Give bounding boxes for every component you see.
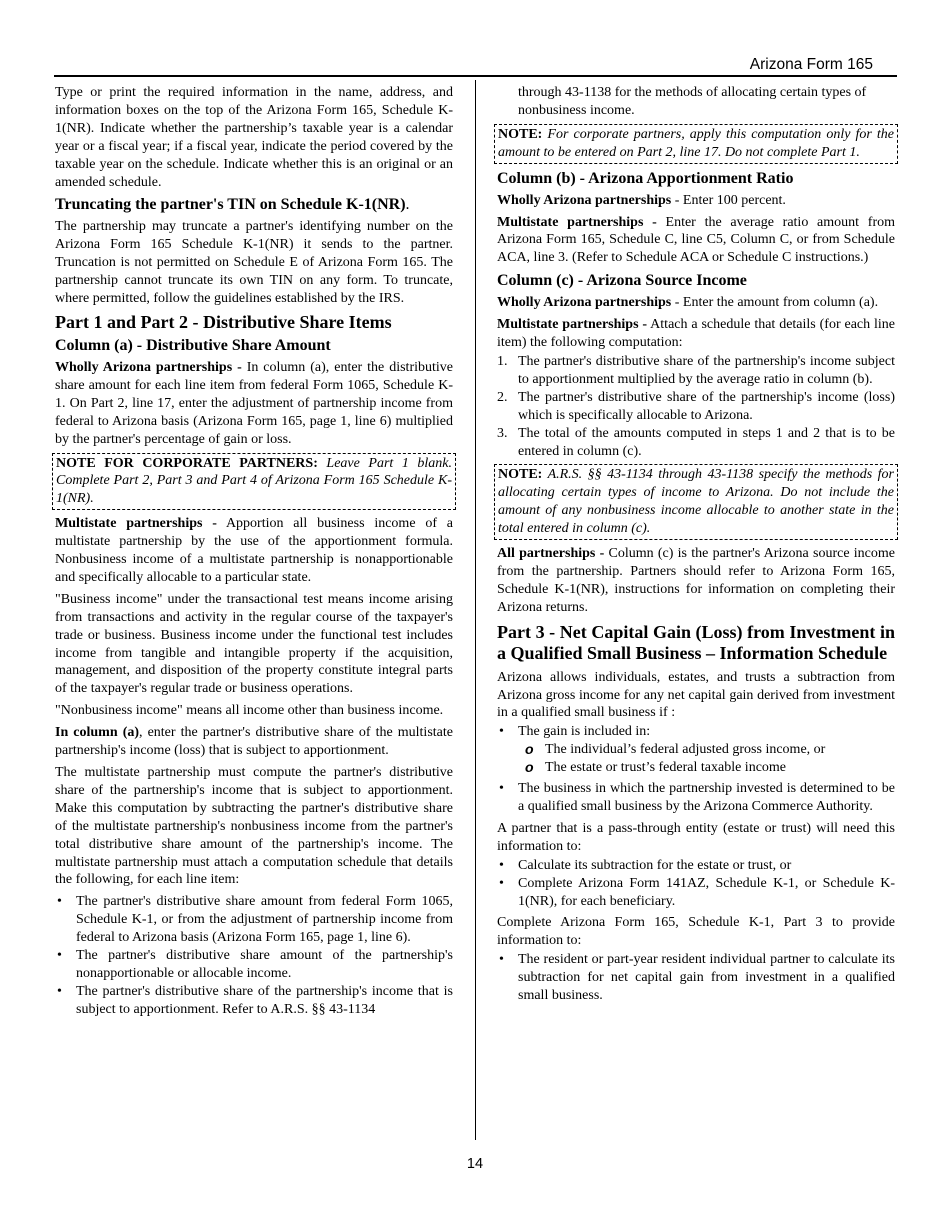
column-divider <box>475 80 476 1140</box>
part3-intro-paragraph: Arizona allows individuals, estates, and trusts a subtraction from Arizona gross income for any net capital gain derived from investment in a qualified small business if : <box>497 669 895 721</box>
list-item: o The estate or trust’s federal taxable income <box>518 759 895 777</box>
column-c-wholly-paragraph: Wholly Arizona partnerships - Enter the amount from column (a). <box>497 295 879 311</box>
wholly-arizona-paragraph: Wholly Arizona partnerships - In column (a), enter the distributive share amount for each line item from federal Form 1065, Schedule K-1. On Part 2, line 17, enter the adjustment of partnership income from federal to Arizona basis (Arizona Form 165, page 1, line 6) multiplied by the partner's percentage of gain or loss. <box>55 359 453 447</box>
list-item: • The partner's distributive share amount of the partnership's nonapportionable or allocable income. <box>55 947 453 983</box>
passthrough-paragraph: A partner that is a pass-through entity (estate or trust) will need this information to: <box>497 820 895 854</box>
note-allocation-methods: NOTE: A.R.S. §§ 43-1134 through 43-1138 specify the methods for allocating certain types of income to Arizona. Do not include the amount of any nonbusiness income allocable to another state in the total entered in column (c). <box>494 464 898 540</box>
column-c-multistate-paragraph: Multistate partnerships - Attach a schedule that details (for each line item) the following computation: <box>497 317 895 351</box>
left-column <box>55 84 453 1023</box>
business-income-paragraph: "Business income" under the transactional test means income arising from transactions and activity in the regular course of the taxpayer's trade or business. Business income under the functional test includes income from tangible and intangible property if the acquisition, management, and disposition of the property constitute integral parts of the taxpayer's regular trade or business operations. <box>55 591 453 697</box>
list-item: • Complete Arizona Form 141AZ, Schedule K-1, or Schedule K-1(NR), for each beneficiary. <box>497 875 895 911</box>
passthrough-list <box>497 857 895 911</box>
column-b-wholly-paragraph: Wholly Arizona partnerships - Enter 100 percent. <box>497 192 786 208</box>
list-item: 3. The total of the amounts computed in steps 1 and 2 that is to be entered in column (c). <box>497 425 895 459</box>
list-item: o The individual’s federal adjusted gross income, or <box>518 741 895 759</box>
nonbusiness-income-paragraph: "Nonbusiness income" means all income other than business income. <box>55 703 444 719</box>
note-corporate-partners: NOTE FOR CORPORATE PARTNERS: Leave Part 1 blank. Complete Part 2, Part 3 and Part 4 of Arizona Form 165 Schedule K-1(NR). <box>52 453 456 511</box>
column-b-multistate-paragraph: Multistate partnerships - Enter the average ratio amount from Arizona Form 165, Schedule C, line C5, Column C, or from Schedule ACA, line 3. (Refer to Schedule ACA or Schedule C instructions.) <box>497 214 895 266</box>
gain-sublist <box>518 741 895 777</box>
list-item: • The partner's distributive share of the partnership's income that is subject to apportionment. Refer to A.R.S. §§ 43-1134 <box>55 983 453 1019</box>
multistate-paragraph: Multistate partnerships - Apportion all business income of a multistate partnership by the use of the apportionment formula. Nonbusiness income of a multistate partnership is nonapportionable and specifically allocable to a particular state. <box>55 516 453 585</box>
part12-heading: Part 1 and Part 2 - Distributive Share Items <box>55 311 392 332</box>
column-a-paragraph: In column (a), enter the partner's distributive share of the multistate partnership's income (loss) that is subject to apportionment. <box>55 725 453 759</box>
computation-list <box>55 893 453 1018</box>
column-c-heading: Column (c) - Arizona Source Income <box>497 272 747 290</box>
page-number: 14 <box>466 1156 484 1172</box>
list-item-continuation: through 43-1138 for the methods of allocating certain types of nonbusiness income. <box>518 85 867 118</box>
complete-paragraph: Complete Arizona Form 165, Schedule K-1, Part 3 to provide information to: <box>497 915 895 949</box>
column-b-heading: Column (b) - Arizona Apportionment Ratio <box>497 169 794 187</box>
part3-heading: Part 3 - Net Capital Gain (Loss) from Investment in a Qualified Small Business – Information Schedule <box>497 621 895 664</box>
note-corporate-computation: NOTE: For corporate partners, apply this computation only for the amount to be entered on Part 2, line 17. Do not complete Part 1. <box>494 124 898 164</box>
list-item: • The gain is included in: o The individual’s federal adjusted gross income, or o The estate or trust’s federal taxable income <box>497 723 895 777</box>
list-item: • The partner's distributive share amount from federal Form 1065, Schedule K-1, or from the adjustment of partnership income from federal to Arizona basis (Arizona Form 165, page 1, line 6). <box>55 893 453 947</box>
all-partnerships-paragraph: All partnerships - Column (c) is the partner's Arizona source income from the partnership. Partners should refer to Arizona Form 165, Schedule K-1(NR), instructions for information on completing their Arizona returns. <box>497 546 895 615</box>
tin-heading: Truncating the partner's TIN on Schedule K-1(NR). <box>55 196 410 214</box>
list-item: • The resident or part-year resident individual partner to calculate its subtraction for net capital gain from investment in a qualified small business. <box>497 951 895 1005</box>
right-column <box>497 84 895 1009</box>
list-item: 2. The partner's distributive share of the partnership's income (loss) which is specifically allocable to Arizona. <box>497 389 895 423</box>
list-item: 1. The partner's distributive share of the partnership's income subject to apportionment multiplied by the average ratio in column (b). <box>497 353 895 387</box>
intro-paragraph: Type or print the required information in the name, address, and information boxes on the top of the Arizona Form 165, Schedule K-1(NR). Indicate whether the partnership’s taxable year is a calendar year or a fiscal year; if a fiscal year, indicate the period covered by the taxable year on the schedule. Indicate whether this is an original or an amended schedule. <box>55 85 453 190</box>
qualification-list <box>497 723 895 816</box>
list-item: • Calculate its subtraction for the estate or trust, or <box>497 857 895 875</box>
computation-paragraph: The multistate partnership must compute the partner's distributive share of the partnership's income that is subject to apportionment. Make this computation by subtracting the partner's distributive share of the multistate partnership's nonbusiness income from the partner's total distributive share amount of the partnership's income. The multistate partnership must attach a computation schedule that details the following, for each line item: <box>55 765 453 888</box>
final-list <box>497 951 895 1005</box>
header-rule <box>54 75 897 77</box>
column-a-heading: Column (a) - Distributive Share Amount <box>55 336 331 354</box>
tin-paragraph: The partnership may truncate a partner's identifying number on the Arizona Form 165 Schedule K-1(NR) it sends to the partner. Truncation is not permitted on Schedule E of Arizona Form 165. The partnership cannot truncate its own TIN on any form. To truncate, where permitted, follow the guidelines established by the IRS. <box>55 219 453 307</box>
computation-steps <box>497 353 895 460</box>
list-item: • The business in which the partnership invested is determined to be a qualified small business by the Arizona Commerce Authority. <box>497 780 895 816</box>
form-title: Arizona Form 165 <box>749 56 873 73</box>
